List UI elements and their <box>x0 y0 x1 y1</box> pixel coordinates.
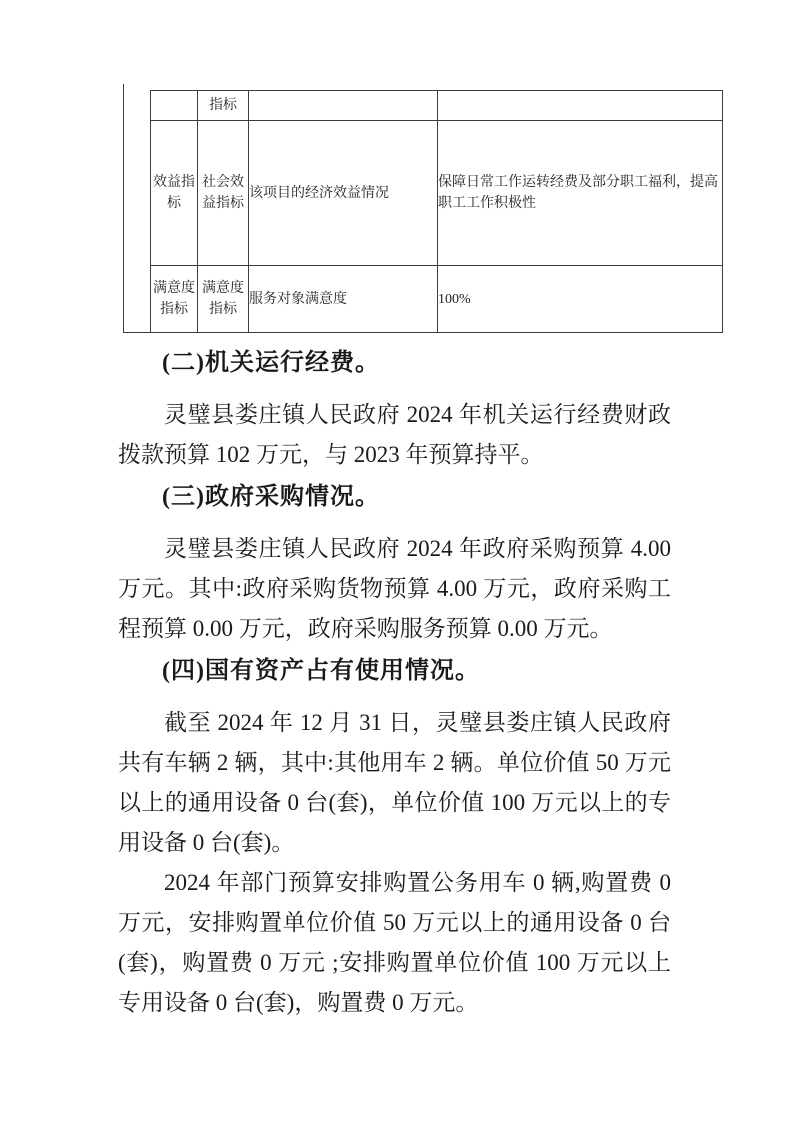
table-row <box>124 266 723 333</box>
table-cell-social-benefit-subcategory: 社会效益指标 <box>198 121 249 266</box>
table-cell-r1-value <box>438 91 723 121</box>
paragraph-operating-expenses: 灵璧县娄庄镇人民政府 2024 年机关运行经费财政拨款预算 102 万元，与 2023 年预算持平。 <box>118 402 671 467</box>
performance-indicator-table <box>123 90 723 333</box>
table-cell-benefit-category: 效益指标 <box>151 121 198 266</box>
table-cell-r1-indicator <box>249 91 438 121</box>
document-body <box>118 341 671 1023</box>
section-heading-government-procurement: (三)政府采购情况。 <box>162 484 380 510</box>
table-cell-r1-category <box>151 91 198 121</box>
table-row <box>124 91 723 121</box>
table-cell-satisfaction-category: 满意度指标 <box>151 266 198 333</box>
table-cell-satisfaction-value: 100% <box>438 266 723 333</box>
paragraph-assets-current: 截至 2024 年 12 月 31 日，灵璧县娄庄镇人民政府共有车辆 2 辆，其中:其他用车 2 辆。单位价值 50 万元以上的通用设备 0 台(套)，单位价值 100 万元以上的专用设备 0 台(套)。 <box>118 710 671 855</box>
table-row <box>124 121 723 266</box>
table-cell-r1-subcategory: 指标 <box>198 91 249 121</box>
paragraph-assets-planned: 2024 年部门预算安排购置公务用车 0 辆,购置费 0 万元，安排购置单位价值 50 万元以上的通用设备 0 台(套)，购置费 0 万元 ;安排购置单位价值 100 万元以上专用设备 0 台(套)，购置费 0 万元。 <box>118 870 671 1015</box>
table-cell-benefit-value: 保障日常工作运转经费及部分职工福利，提高职工工作积极性 <box>438 121 723 266</box>
table-cell-satisfaction-subcategory: 满意度指标 <box>198 266 249 333</box>
section-heading-state-assets: (四)国有资产占有使用情况。 <box>162 658 480 684</box>
section-heading-agency-operating-expenses: (二)机关运行经费。 <box>162 350 380 376</box>
table-cell-satisfaction-indicator: 服务对象满意度 <box>249 266 438 333</box>
paragraph-procurement: 灵璧县娄庄镇人民政府 2024 年政府采购预算 4.00 万元。其中:政府采购货物预算 4.00 万元，政府采购工程预算 0.00 万元，政府采购服务预算 0.00 万元。 <box>118 536 671 641</box>
table-cell-outer-spacer <box>124 91 151 333</box>
table-cell-benefit-indicator: 该项目的经济效益情况 <box>249 121 438 266</box>
